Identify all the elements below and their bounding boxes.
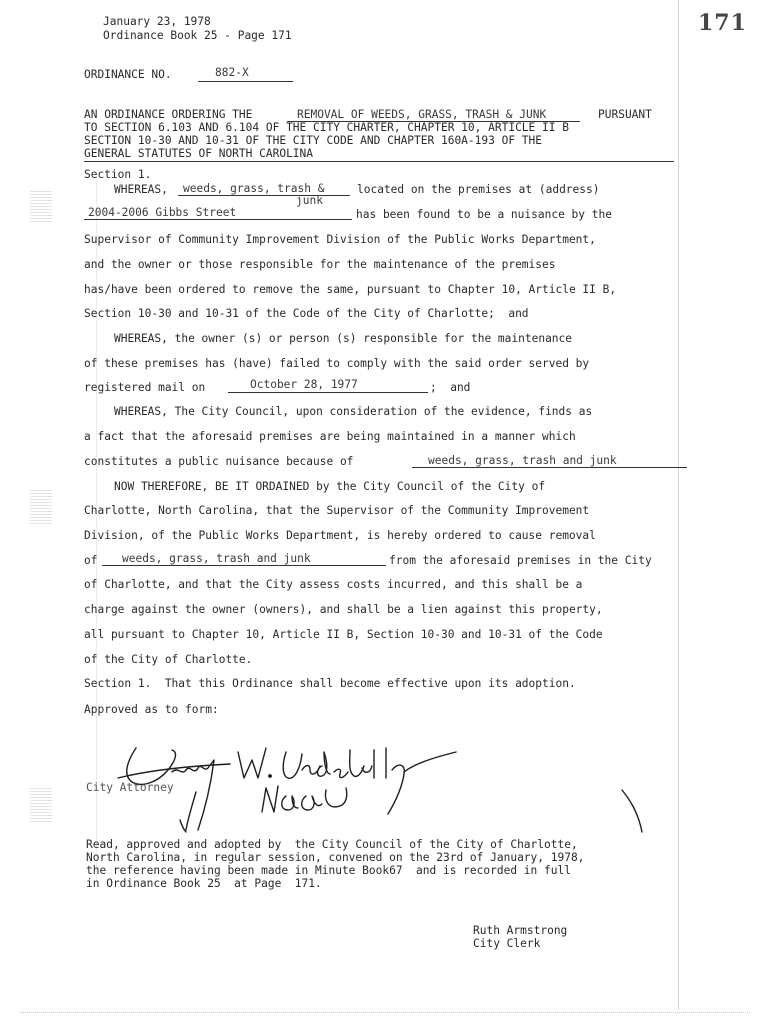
adoption-line-2: North Carolina, in regular session, convened on the 23rd of January, 1978, [86, 851, 585, 864]
title-line-1-fill: REMOVAL OF WEEDS, GRASS, TRASH & JUNK [297, 108, 547, 121]
body-line-city: of the City of Charlotte. [84, 653, 253, 666]
title-line-1-suffix: PURSUANT [598, 108, 652, 121]
header-book-page: Ordinance Book 25 - Page 171 [103, 29, 292, 42]
body-line-division: Division, of the Public Works Department, is hereby ordered to cause removal [84, 529, 596, 542]
whereas-3: WHEREAS, The City Council, upon consideration of the evidence, finds as [114, 405, 593, 418]
whereas-2: WHEREAS, the owner (s) or person (s) responsible for the maintenance [114, 332, 573, 345]
removal-prefix: of [84, 554, 98, 567]
title-line-4: GENERAL STATUTES OF NORTH CAROLINA [84, 147, 314, 160]
body-line-owner: and the owner or those responsible for the maintenance of the premises [84, 258, 556, 271]
removal-suffix: from the aforesaid premises in the City [389, 554, 652, 567]
adoption-line-3: the reference having been made in Minute Book67 and is recorded in full [86, 864, 571, 877]
registered-date-fill: October 28, 1977 [250, 378, 358, 391]
whereas-1-fill: weeds, grass, trash & [183, 182, 325, 195]
registered-suffix: ; and [430, 381, 471, 394]
address-fill: 2004-2006 Gibbs Street [88, 206, 237, 219]
ordinance-number: 882-X [215, 66, 249, 79]
adoption-line-4: in Ordinance Book 25 at Page 171. [86, 877, 322, 890]
approved-as-to-form: Approved as to form: [84, 703, 219, 716]
body-line-supervisor: Supervisor of Community Improvement Division of the Public Works Department, [84, 233, 596, 246]
removal-fill: weeds, grass, trash and junk [122, 552, 311, 565]
body-line-charlotte: Charlotte, North Carolina, that the Supervisor of the Community Improvement [84, 504, 590, 517]
body-line-section: Section 10-30 and 10-31 of the Code of the City of Charlotte; and [84, 307, 529, 320]
adoption-line-1: Read, approved and adopted by the City Council of the City of Charlotte, [86, 838, 578, 851]
body-line-failed: of these premises has (have) failed to comply with the said order served by [84, 357, 590, 370]
whereas-1-prefix: WHEREAS, [114, 183, 168, 196]
clerk-name: Ruth Armstrong [473, 924, 568, 937]
title-line-1-prefix: AN ORDINANCE ORDERING THE [84, 108, 253, 121]
whereas-1-suffix: located on the premises at (address) [357, 183, 600, 196]
header-date: January 23, 1978 [103, 15, 211, 28]
now-therefore: NOW THEREFORE, BE IT ORDAINED by the City Council of the City of [114, 480, 546, 493]
title-line-3: SECTION 10-30 AND 10-31 OF THE CITY CODE AND CHAPTER 160A-193 OF THE [84, 134, 543, 147]
clerk-title: City Clerk [473, 937, 541, 950]
body-line-fact: a fact that the aforesaid premises are being maintained in a manner which [84, 430, 576, 443]
whereas-1-fill-continued: junk [296, 194, 323, 207]
address-suffix: has been found to be a nuisance by the [356, 208, 612, 221]
section-1-effective: Section 1. That this Ordinance shall become effective upon its adoption. [84, 677, 576, 690]
ordinance-number-label: ORDINANCE NO. [84, 68, 172, 81]
body-line-pursuant: all pursuant to Chapter 10, Article II B, Section 10-30 and 10-31 of the Code [84, 628, 603, 641]
body-line-assess: of Charlotte, and that the City assess costs incurred, and this shall be a [84, 578, 583, 591]
city-attorney-label: City Attorney [86, 781, 174, 794]
title-line-2: TO SECTION 6.103 AND 6.104 OF THE CITY CHARTER, CHAPTER 10, ARTICLE II B [84, 121, 569, 134]
body-line-charge: charge against the owner (owners), and shall be a lien against this property, [84, 603, 603, 616]
registered-prefix: registered mail on [84, 381, 206, 394]
body-line-ordered: has/have been ordered to remove the same, pursuant to Chapter 10, Article II B, [84, 283, 617, 296]
page-number-stamp: 171 [698, 10, 747, 36]
constitutes-prefix: constitutes a public nuisance because of [84, 455, 354, 468]
section-1-heading: Section 1. [84, 168, 152, 181]
constitutes-fill: weeds, grass, trash and junk [428, 454, 617, 467]
